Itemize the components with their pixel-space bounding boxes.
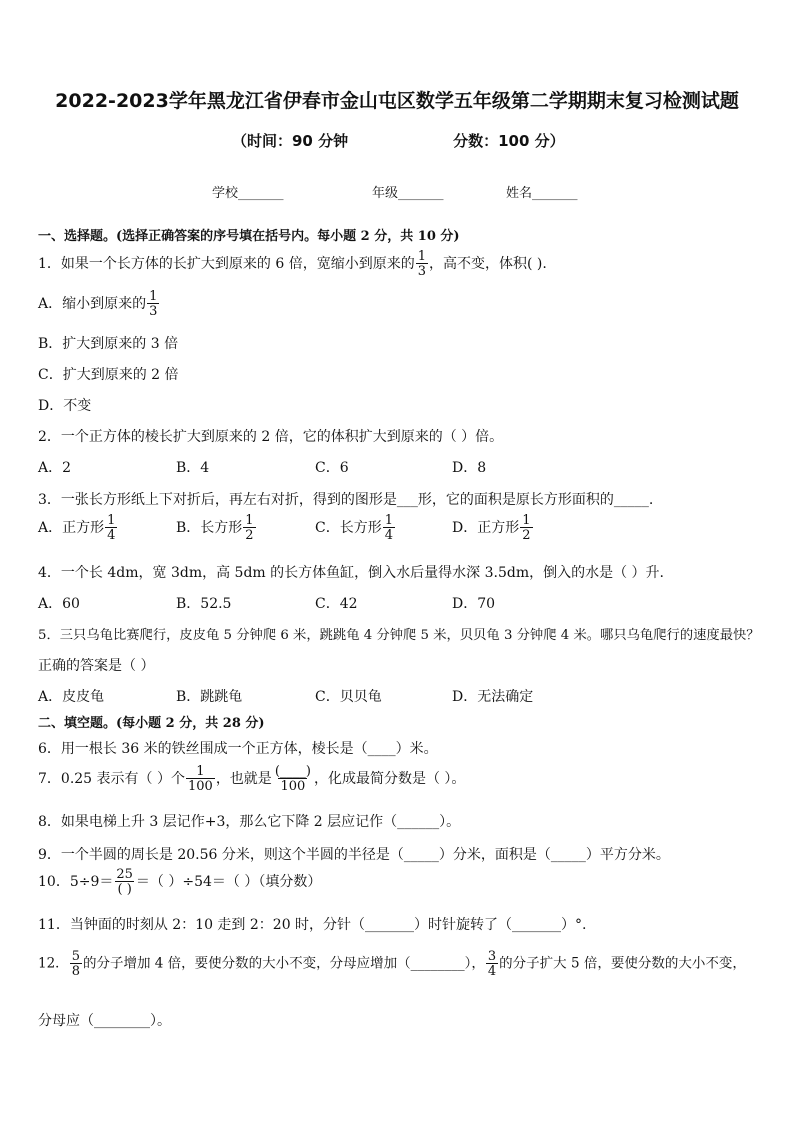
q5-option-d: D．无法确定 (452, 689, 534, 705)
question-5: 5．三只乌龟比赛爬行，皮皮龟 5 分钟爬 6 米，跳跳龟 4 分钟爬 5 米，贝贝龟 3 分钟爬 4 米。哪只乌龟爬行的速度最快？ (38, 628, 760, 643)
fraction: $\frac{(\_\_\_\_)}{100}$ (274, 764, 311, 794)
exam-meta (232, 130, 565, 151)
q5-option-a: A．皮皮龟 (38, 689, 105, 705)
question-9: 9．一个半圆的周长是 20.56 分米，则这个半圆的半径是（_____）分米，面积是（_____）平方分米。 (38, 847, 670, 863)
q2-option-b: B．4 (176, 460, 210, 476)
q4-option-c: C．42 (315, 596, 358, 612)
fraction: $\frac{1}{3}$ (417, 249, 426, 279)
fraction: $\frac{1}{2}$ (245, 513, 254, 543)
q1-option-a: A．缩小到原来的 $\frac{1}{3}$ (38, 289, 158, 319)
question-1: 1．如果一个长方体的长扩大到原来的 6 倍，宽缩小到原来的 $\frac{1}{3}$ ，高不变，体积( ). (38, 249, 547, 279)
fraction: $\frac{3}{4}$ (487, 949, 497, 979)
question-5-line2: 正确的答案是（ ） (38, 658, 155, 674)
page-title: 2022-2023学年黑龙江省伊春市金山屯区数学五年级第二学期期末复习检测试题 (55, 90, 739, 112)
question-8: 8．如果电梯上升 3 层记作+3，那么它下降 2 层应记作（______）。 (38, 814, 461, 830)
q4-option-b: B．52.5 (176, 596, 232, 612)
q3-option-a: A．正方形 $\frac{1}{4}$ (38, 513, 116, 543)
section-heading-choice: 一、选择题。(选择正确答案的序号填在括号内。每小题 2 分，共 10 分) (38, 229, 460, 244)
school-field: 学校_______ (212, 186, 284, 201)
question-11: 11．当钟面的时刻从 2：10 走到 2：20 时，分针（_______）时针旋转了（_______）°. (38, 917, 587, 933)
q2-option-c: C．6 (315, 460, 349, 476)
q1-option-c: C．扩大到原来的 2 倍 (38, 367, 179, 383)
q3-option-c: C．长方形 $\frac{1}{4}$ (315, 513, 393, 543)
q5-option-b: B．跳跳龟 (176, 689, 243, 705)
q4-option-d: D．70 (452, 596, 496, 612)
q2-option-d: D．8 (452, 460, 487, 476)
q1-option-d: D．不变 (38, 398, 92, 414)
q4-option-a: A．60 (38, 596, 80, 612)
q1-option-b: B．扩大到原来的 3 倍 (38, 336, 179, 352)
section-heading-fill: 二、填空题。(每小题 2 分，共 28 分) (38, 716, 265, 731)
q2-option-a: A．2 (38, 460, 72, 476)
q3-option-b: B．长方形 $\frac{1}{2}$ (176, 513, 254, 543)
grade-field: 年级_______ (372, 186, 444, 201)
fraction: $\frac{25}{( )}$ (116, 867, 133, 897)
question-4: 4．一个长 4dm，宽 3dm，高 5dm 的长方体鱼缸，倒入水后量得水深 3.5dm，倒入的水是（ ）升. (38, 565, 664, 581)
fraction: $\frac{1}{3}$ (149, 289, 158, 319)
fraction: $\frac{5}{8}$ (71, 949, 80, 979)
question-7: 7．0.25 表示有（ ）个 $\frac{1}{100}$ ，也就是 $\frac{(\_\_\_\_)}{100}$ ，化成最简分数是（ ）。 (38, 764, 466, 794)
question-12: 12． $\frac{5}{8}$ 的分子增加 4 倍，要使分数的大小不变，分母应增加（________）， $\frac{3}{4}$ 的分子扩大 5 倍，要使分数的大小不变， (38, 949, 746, 979)
total-score: 分数：100 分） (453, 132, 565, 150)
question-6: 6．用一根长 36 米的铁丝围成一个正方体，棱长是（____）米。 (38, 741, 438, 757)
name-field: 姓名_______ (506, 186, 578, 201)
fraction: $\frac{1}{4}$ (384, 513, 393, 543)
question-10: 10．5÷9＝ $\frac{25}{( )}$ ＝（ ）÷54＝（ ）（填分数） (38, 867, 322, 897)
question-12-line2: 分母应（________）。 (38, 1013, 171, 1029)
question-2: 2．一个正方体的棱长扩大到原来的 2 倍，它的体积扩大到原来的（ ）倍。 (38, 429, 504, 445)
time-limit: （时间：90 分钟 (232, 132, 349, 150)
q3-option-d: D．正方形 $\frac{1}{2}$ (452, 513, 531, 543)
fraction: $\frac{1}{100}$ (187, 764, 213, 794)
fraction: $\frac{1}{4}$ (107, 513, 116, 543)
question-3: 3．一张长方形纸上下对折后，再左右对折，得到的图形是___形，它的面积是原长方形面积的_____. (38, 492, 654, 508)
fraction: $\frac{1}{2}$ (522, 513, 531, 543)
q5-option-c: C．贝贝龟 (315, 689, 382, 705)
